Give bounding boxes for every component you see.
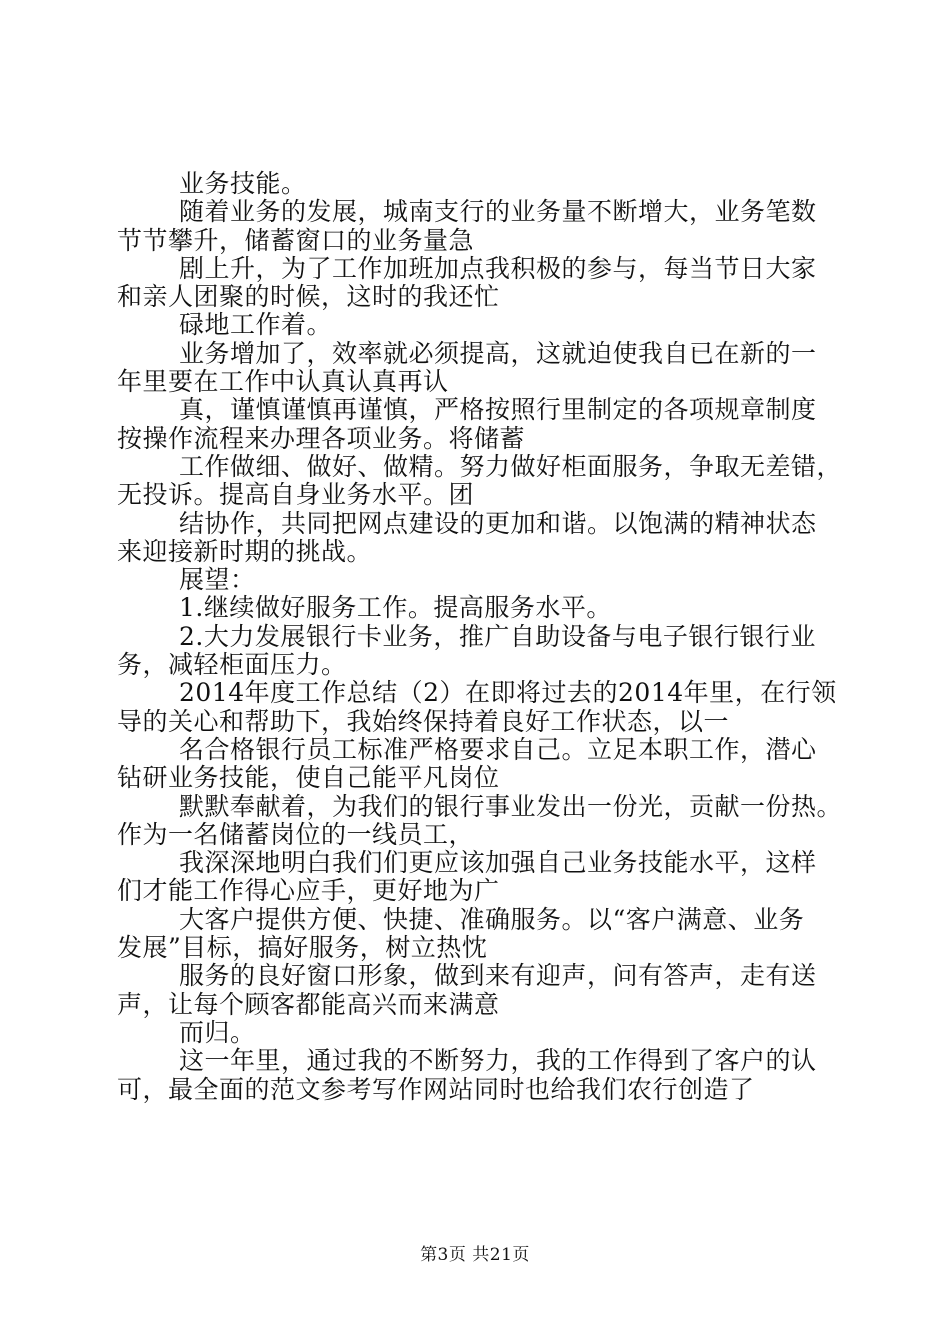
text-line: 默默奉献着，为我们的银行事业发出一份光，贡献一份热。 <box>179 791 843 821</box>
text-line: 这一年里，通过我的不断努力，我的工作得到了客户的认 <box>179 1046 817 1076</box>
text-line: 真，谨慎谨慎再谨慎，严格按照行里制定的各项规章制度 <box>179 395 817 425</box>
text-line: 来迎接新时期的挑战。 <box>117 536 373 566</box>
text-line: 无投诉。提高自身业务水平。团 <box>117 480 475 510</box>
text-line: 发展”目标，搞好服务，树立热忱 <box>117 933 488 963</box>
text-line: 声，让每个顾客都能高兴而来满意 <box>117 989 500 1019</box>
text-line: 而归。 <box>179 1017 256 1047</box>
text-line: 碌地工作着。 <box>179 310 333 340</box>
text-line: 节节攀升，储蓄窗口的业务量急 <box>117 225 475 255</box>
text-line: 工作做细、做好、做精。努力做好柜面服务，争取无差错， <box>179 451 843 481</box>
text-line: 服务的良好窗口形象，做到来有迎声，问有答声，走有送 <box>179 961 817 991</box>
text-line: 业务增加了，效率就必须提高，这就迫使我自已在新的一 <box>179 338 817 368</box>
text-line: 2.大力发展银行卡业务，推广自助设备与电子银行银行业 <box>179 621 816 651</box>
text-line: 展望： <box>179 565 256 595</box>
text-line: 年里要在工作中认真认真再认 <box>117 367 449 397</box>
text-line: 1.继续做好服务工作。提高服务水平。 <box>179 593 612 623</box>
text-line: 我深深地明白我们们更应该加强自己业务技能水平，这样 <box>179 848 817 878</box>
text-line: 可，最全面的范文参考写作网站同时也给我们农行创造了 <box>117 1074 755 1104</box>
document-body <box>117 169 843 1104</box>
text-line: 随着业务的发展，城南支行的业务量不断增大，业务笔数 <box>179 197 817 227</box>
text-line: 们才能工作得心应手，更好地为广 <box>117 876 500 906</box>
page-number-label: 第3页 共21页 <box>420 1245 530 1265</box>
text-line: 作为一名储蓄岗位的一线员工， <box>117 819 475 849</box>
text-line: 名合格银行员工标准严格要求自己。立足本职工作，潜心 <box>179 734 817 764</box>
text-line: 钻研业务技能，使自己能平凡岗位 <box>117 763 500 793</box>
text-line: 大客户提供方便、快捷、准确服务。以“客户满意、业务 <box>179 904 805 934</box>
text-line: 按操作流程来办理各项业务。将储蓄 <box>117 423 526 453</box>
text-line: 导的关心和帮助下，我始终保持着良好工作状态，以一 <box>117 706 730 736</box>
text-line: 和亲人团聚的时候，这时的我还忙 <box>117 282 500 312</box>
text-line: 结协作，共同把网点建设的更加和谐。以饱满的精神状态 <box>179 508 817 538</box>
text-line: 剧上升，为了工作加班加点我积极的参与，每当节日大家 <box>179 253 817 283</box>
text-line: 业务技能。 <box>179 169 307 198</box>
page-number-footer <box>0 1244 950 1266</box>
text-line: 务，减轻柜面压力。 <box>117 650 347 680</box>
text-line: 2014年度工作总结（2）在即将过去的2014年里，在行领 <box>179 678 837 708</box>
